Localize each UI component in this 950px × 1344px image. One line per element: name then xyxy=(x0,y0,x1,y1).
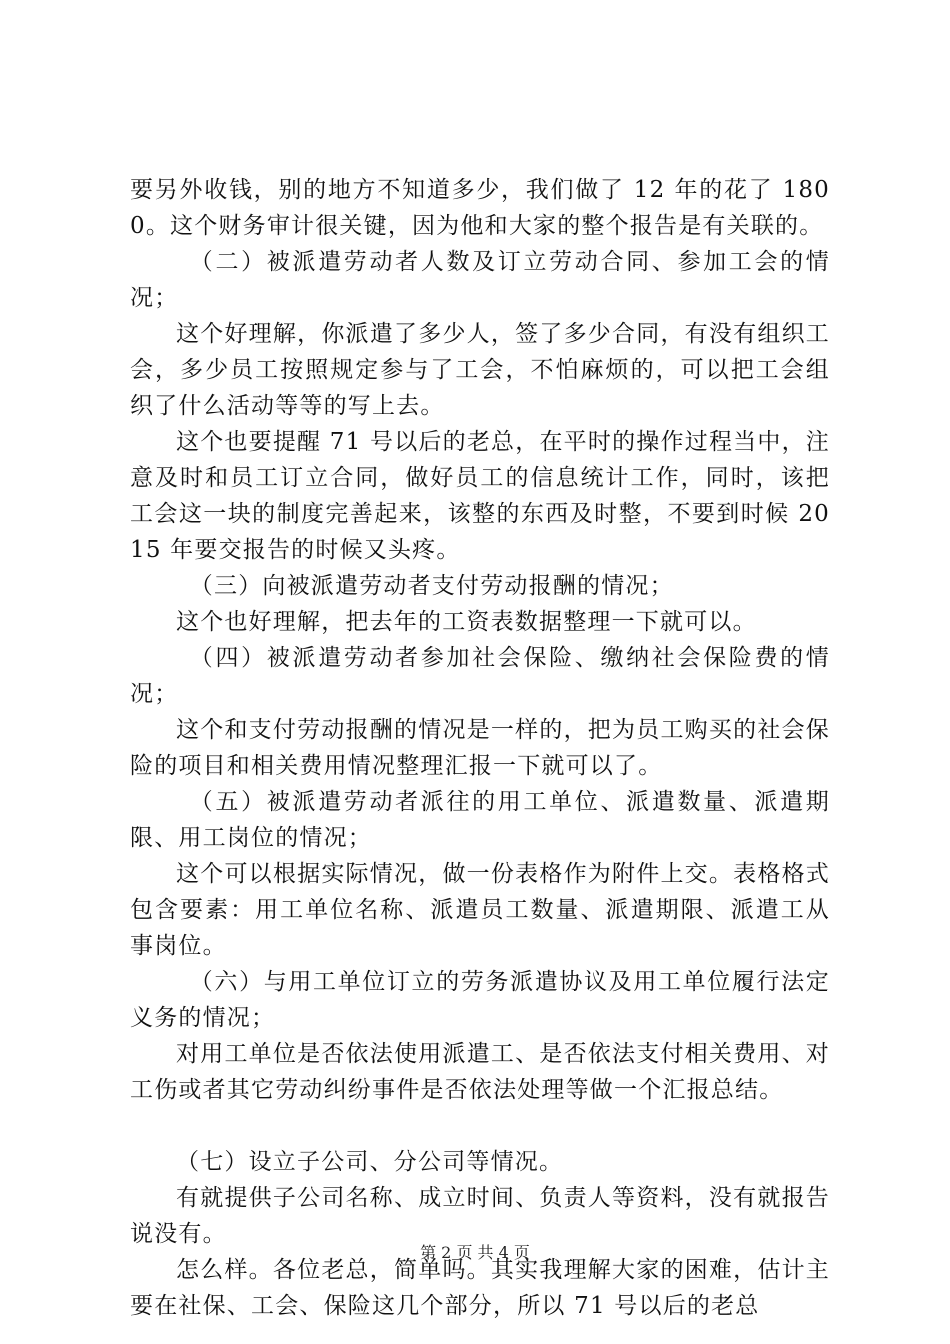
paragraph-section-3-explain: 这个也好理解，把去年的工资表数据整理一下就可以。 xyxy=(176,609,757,635)
paragraph-section-4-explain: 这个和支付劳动报酬的情况是一样的，把为员工购买的社会保险的项目和相关费用情况整理汇报一下就可以了。 xyxy=(130,717,830,779)
section-heading-5: （五）被派遣劳动者派往的用工单位、派遣数量、派遣期限、用工岗位的情况； xyxy=(130,789,830,851)
paragraph-section-5-explain: 这个可以根据实际情况，做一份表格作为附件上交。表格格式包含要素：用工单位名称、派遣员工数量、派遣期限、派遣工从事岗位。 xyxy=(130,861,830,959)
paragraph-section-2-reminder: 这个也要提醒 71 号以后的老总，在平时的操作过程当中，注意及时和员工订立合同，做好员工的信息统计工作，同时，该把工会这一块的制度完善起来，该整的东西及时整，不要到时候 2015 年要交报告的时候又头疼。 xyxy=(130,429,830,563)
page-footer xyxy=(0,1240,950,1263)
section-heading-3: （三）向被派遣劳动者支付劳动报酬的情况； xyxy=(189,573,674,599)
section-heading-6: （六）与用工单位订立的劳务派遣协议及用工单位履行法定义务的情况； xyxy=(130,969,830,1031)
section-heading-4: （四）被派遣劳动者参加社会保险、缴纳社会保险费的情况； xyxy=(130,645,830,707)
paragraph-section-6-explain: 对用工单位是否依法使用派遣工、是否依法支付相关费用、对工伤或者其它劳动纠纷事件是否依法处理等做一个汇报总结。 xyxy=(130,1041,830,1103)
section-heading-7: （七）设立子公司、分公司等情况。 xyxy=(176,1149,564,1175)
paragraph-section-2-explain: 这个好理解，你派遣了多少人，签了多少合同，有没有组织工会，多少员工按照规定参与了工会，不怕麻烦的，可以把工会组织了什么活动等等的写上去。 xyxy=(130,321,830,419)
paragraph-section-7-explain: 有就提供子公司名称、成立时间、负责人等资料，没有就报告说没有。 xyxy=(130,1185,830,1247)
paragraph-closing: 怎么样。各位老总，简单吗。其实我理解大家的困难，估计主要在社保、工会、保险这几个部分，所以 71 号以后的老总 xyxy=(130,1257,830,1319)
page-number-label: 第 2 页 共 4 页 xyxy=(420,1243,530,1262)
paragraph-audit-continuation: 要另外收钱，别的地方不知道多少，我们做了 12 年的花了 1800。这个财务审计很关键，因为他和大家的整个报告是有关联的。 xyxy=(130,177,830,239)
section-heading-2: （二）被派遣劳动者人数及订立劳动合同、参加工会的情况； xyxy=(130,249,830,311)
document-body xyxy=(130,172,830,1324)
